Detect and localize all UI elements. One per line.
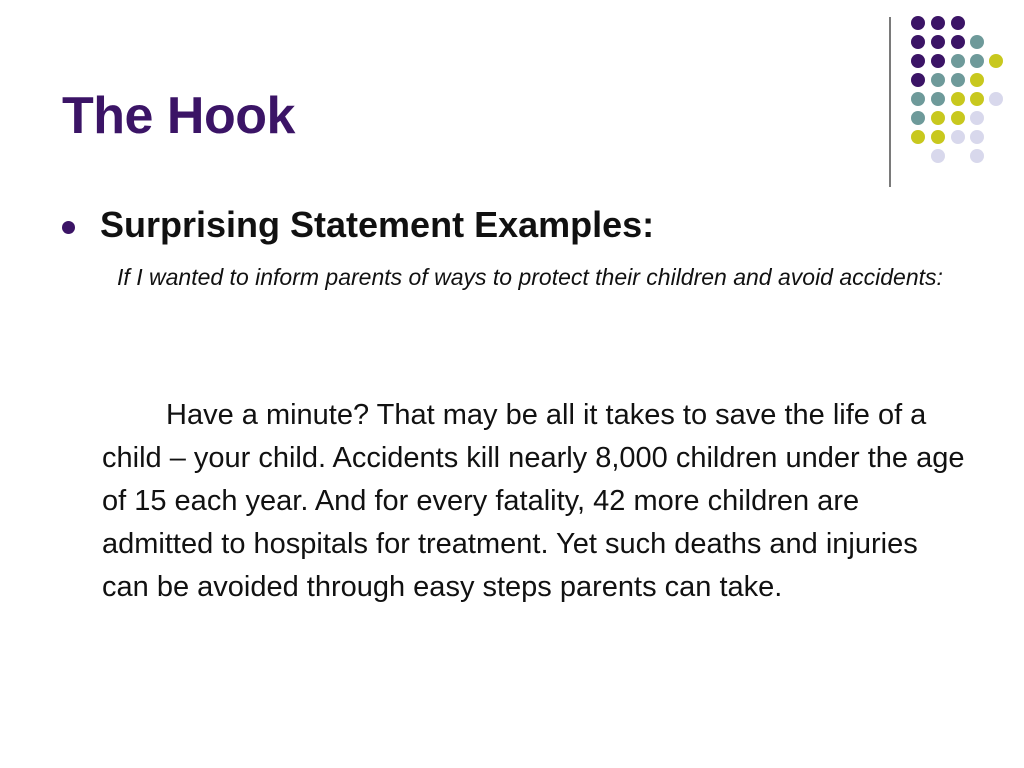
intro-text: If I wanted to inform parents of ways to protect their children and avoid accidents:: [117, 264, 943, 290]
decor-dot: [970, 149, 984, 163]
decor-dot: [911, 130, 925, 144]
decor-dot: [989, 92, 1003, 106]
decor-dot: [911, 92, 925, 106]
decor-dot: [951, 92, 965, 106]
example-paragraph: Have a minute? That may be all it takes to save the life of a child – your child. Accidents kill nearly 8,000 children under the age of 15 each year. And for every fatality, 42 more children are admitted to hospitals for treatment. Yet such deaths and injuries can be avoided through easy steps parents can take.: [102, 399, 965, 603]
decor-dot: [911, 16, 925, 30]
slide-title: The Hook: [62, 87, 295, 145]
decor-dot: [970, 111, 984, 125]
decor-dot: [970, 130, 984, 144]
decor-dot: [911, 35, 925, 49]
title-divider-line: [889, 17, 891, 187]
decor-dot: [931, 16, 945, 30]
decor-dot: [970, 54, 984, 68]
decor-dot: [911, 54, 925, 68]
decor-dot: [931, 130, 945, 144]
decor-dot: [931, 111, 945, 125]
decor-dot: [970, 73, 984, 87]
decor-dot: [931, 54, 945, 68]
decor-dot: [951, 54, 965, 68]
decor-dot: [970, 35, 984, 49]
decor-dot: [931, 92, 945, 106]
decor-dot: [951, 16, 965, 30]
decor-dot: [911, 111, 925, 125]
decor-dot: [931, 35, 945, 49]
decor-dot: [951, 35, 965, 49]
bullet-heading: Surprising Statement Examples:: [100, 204, 655, 245]
decor-dot: [989, 54, 1003, 68]
bullet-point-icon: [62, 221, 75, 234]
decor-dot: [931, 149, 945, 163]
bullet-item: [62, 204, 654, 246]
decor-dot: [970, 92, 984, 106]
decor-dot: [951, 111, 965, 125]
decor-dot: [951, 73, 965, 87]
decor-dot: [911, 73, 925, 87]
decor-dot: [931, 73, 945, 87]
decor-dot: [951, 130, 965, 144]
